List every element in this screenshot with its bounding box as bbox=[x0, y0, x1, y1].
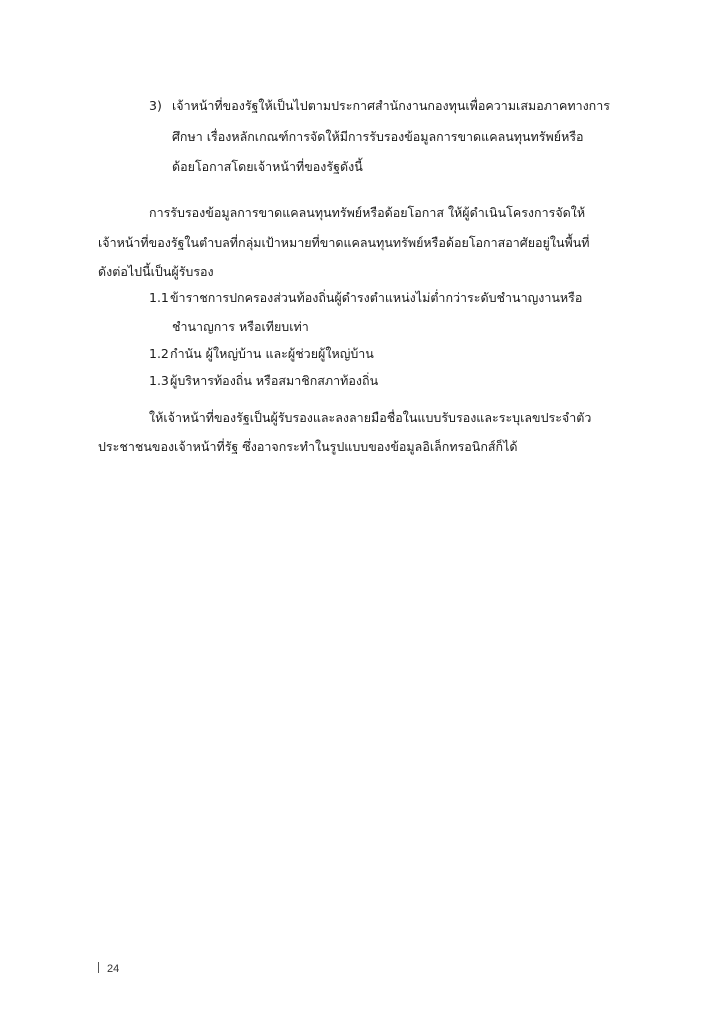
footer-divider bbox=[98, 962, 99, 973]
para1-line2: เจ้าหน้าที่ของรัฐในตำบลที่กลุ่มเป้าหมายที่ขาดแคลนทุนทรัพย์หรือด้อยโอกาสอาศัยอยู่ในพื้นที่ bbox=[98, 235, 590, 250]
sub-item-1-2 bbox=[149, 346, 374, 362]
sub-item-1-3-number: 1.3 bbox=[149, 373, 169, 388]
item3-line3: ด้อยโอกาสโดยเจ้าหน้าที่ของรัฐดังนี้ bbox=[172, 159, 363, 174]
page-footer bbox=[98, 962, 119, 976]
para1-line3: ดังต่อไปนี้เป็นผู้รับรอง bbox=[98, 264, 214, 279]
item3-line2: ศึกษา เรื่องหลักเกณฑ์การจัดให้มีการรับรองข้อมูลการขาดแคลนทุนทรัพย์หรือ bbox=[172, 129, 584, 144]
item3-number: 3) bbox=[149, 98, 162, 113]
para1-line1: การรับรองข้อมูลการขาดแคลนทุนทรัพย์หรือด้อยโอกาส ให้ผู้ดำเนินโครงการจัดให้ bbox=[149, 205, 586, 220]
sub-item-1-1 bbox=[149, 290, 582, 306]
sub-item-1-3 bbox=[149, 373, 378, 389]
item3-line1: เจ้าหน้าที่ของรัฐให้เป็นไปตามประกาศสำนักงานกองทุนเพื่อความเสมอภาคทางการ bbox=[172, 98, 610, 113]
sub-item-1-1-line2: ชำนาญการ หรือเทียบเท่า bbox=[172, 319, 309, 334]
sub-item-1-3-line1: ผู้บริหารท้องถิ่น หรือสมาชิกสภาท้องถิ่น bbox=[170, 373, 379, 388]
sub-item-1-1-number: 1.1 bbox=[149, 290, 169, 305]
page-number: 24 bbox=[107, 963, 120, 975]
sub-item-1-2-line1: กำนัน ผู้ใหญ่บ้าน และผู้ช่วยผู้ใหญ่บ้าน bbox=[170, 346, 374, 361]
item3-first-line bbox=[149, 98, 610, 114]
para2-line2: ประชาชนของเจ้าหน้าที่รัฐ ซึ่งอาจกระทำในรูปแบบของข้อมูลอิเล็กทรอนิกส์ก็ได้ bbox=[98, 439, 518, 454]
sub-item-1-2-number: 1.2 bbox=[149, 346, 169, 361]
sub-item-1-1-line1: ข้าราชการปกครองส่วนท้องถิ่นผู้ดำรงตำแหน่งไม่ต่ำกว่าระดับชำนาญงานหรือ bbox=[170, 290, 583, 305]
para2-line1: ให้เจ้าหน้าที่ของรัฐเป็นผู้รับรองและลงลายมือชื่อในแบบรับรองและระบุเลขประจำตัว bbox=[149, 410, 592, 425]
